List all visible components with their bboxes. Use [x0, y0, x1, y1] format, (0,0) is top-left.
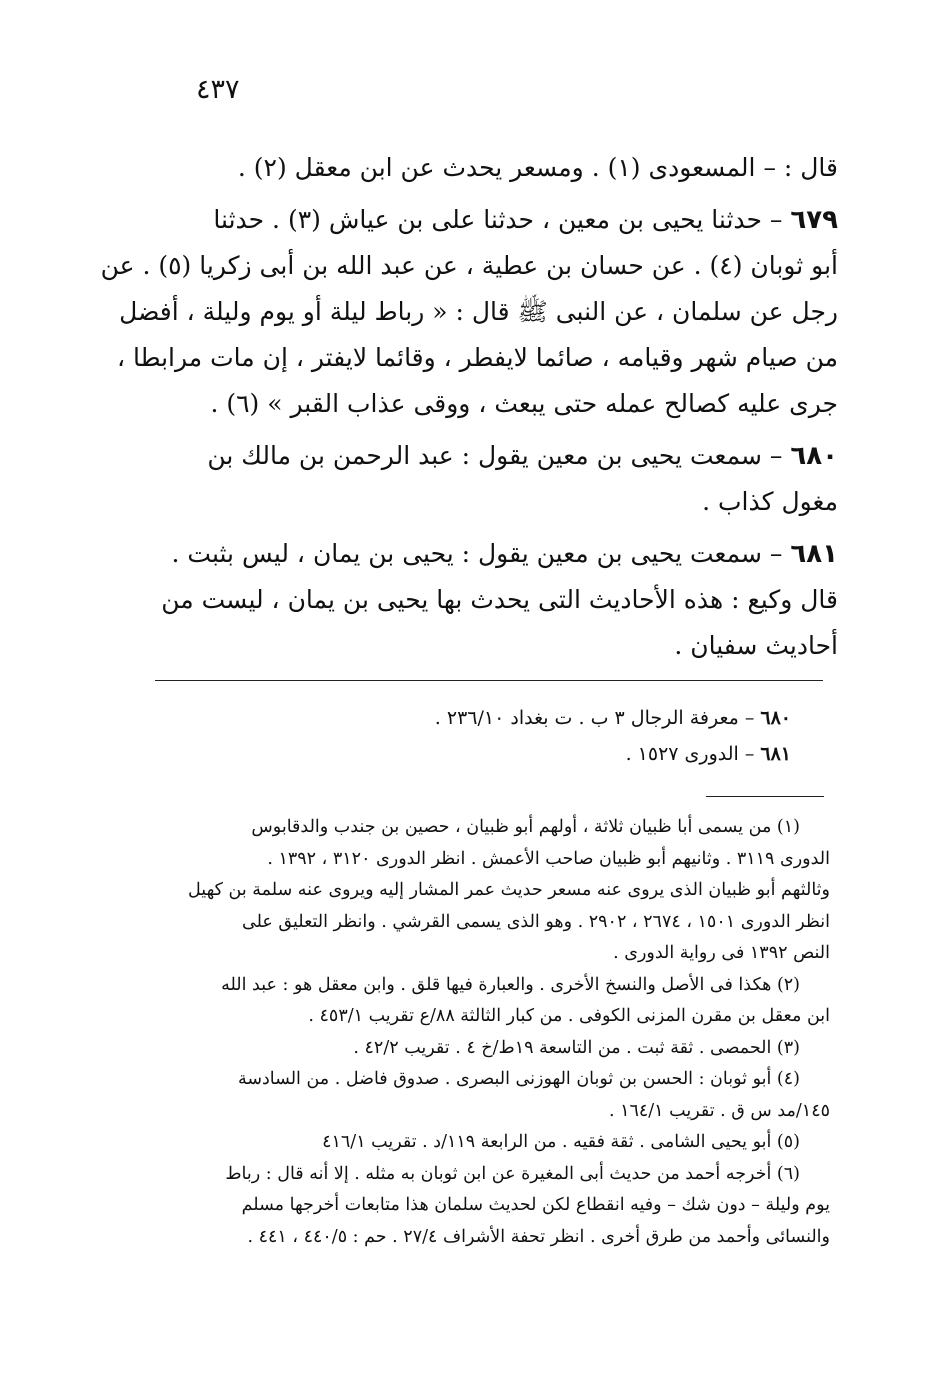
paragraph-681-text: – سمعت يحيى بن معين يقول : يحيى بن يمان ، ليس بثبت . — [171, 539, 791, 568]
paragraph-679-line — [138, 194, 838, 240]
paragraph-679-text: – حدثنا يحيى بن معين ، حدثنا على بن عياش (٣) . حدثنا — [213, 205, 791, 234]
footnote-divider — [706, 796, 824, 797]
source-number-680: ٦٨٠ — [760, 707, 791, 729]
main-text-body — [100, 142, 838, 666]
main-text-divider — [155, 680, 823, 681]
paragraph-681-line — [138, 528, 838, 574]
source-references — [435, 700, 791, 772]
page-number: ٤٣٧ — [196, 74, 240, 105]
main-line: قال : – المسعودى (١) . ومسعر يحدث عن ابن معقل (٢) . — [237, 153, 838, 182]
footnote-6: (٦) أخرجه أحمد من حديث أبى المغيرة عن ابن ثوبان به مثله . إلا أنه قال : رباط — [225, 1163, 800, 1184]
main-line: مغول كذاب . — [702, 487, 838, 516]
footnote-2: (٢) هكذا فى الأصل والنسخ الأخرى . والعبارة فيها قلق . وابن معقل هو : عبد الله — [221, 974, 800, 995]
footnote-3: (٣) الحمصى . ثقة ثبت . من التاسعة ١٩ط/خ ٤ . تقريب ٤٢/٢ . — [353, 1037, 800, 1058]
footnote-line: انظر الدورى ١٥٠١ ، ٢٦٧٤ ، ٢٩٠٢ . وهو الذى يسمى القرشي . وانظر التعليق على — [242, 911, 830, 932]
main-line: أحاديث سفيان . — [674, 631, 838, 660]
footnote-line: ١٤٥/مد س ق . تقريب ١٦٤/١ . — [608, 1100, 830, 1121]
footnote-line: والنسائى وأحمد من طرق أخرى . انظر تحفة الأشراف ٢٧/٤ . حم : ٤٤٠/٥ ، ٤٤١ . — [247, 1226, 830, 1247]
source-text-680: – معرفة الرجال ٣ ب . ت بغداد ٢٣٦/١٠ . — [434, 707, 761, 729]
main-line: جرى عليه كصالح عمله حتى يبعث ، ووقى عذاب القبر » (٦) . — [210, 389, 838, 418]
footnote-line: النص ١٣٩٢ فى رواية الدورى . — [613, 943, 830, 963]
footnote-line: الدورى ٣١١٩ . وثانيهم أبو ظبيان صاحب الأعمش . انظر الدورى ٣١٢٠ ، ١٣٩٢ . — [267, 848, 830, 869]
footnote-line: ابن معقل بن مقرن المزنى الكوفى . من كبار الثالثة ٨٨/ع تقريب ٤٥٣/١ . — [308, 1006, 830, 1026]
paragraph-number-680: ٦٨٠ — [790, 441, 838, 471]
paragraph-680-text: – سمعت يحيى بن معين يقول : عبد الرحمن بن مالك بن — [207, 441, 791, 470]
source-ref-681 — [435, 736, 791, 772]
main-line: رجل عن سلمان ، عن النبى ﷺ قال : « رباط ليلة أو يوم وليلة ، أفضل — [119, 297, 838, 326]
footnote-4: (٤) أبو ثوبان : الحسن بن ثوبان الهوزنى البصرى . صدوق فاضل . من السادسة — [237, 1069, 800, 1089]
paragraph-680-line — [138, 430, 838, 476]
main-line: من صيام شهر وقيامه ، صائما لايفطر ، وقائما لايفتر ، إن مات مرابطا ، — [116, 343, 838, 372]
main-line: قال وكيع : هذه الأحاديث التى يحدث بها يحيى بن يمان ، ليست من — [161, 585, 838, 614]
source-ref-680 — [435, 700, 791, 736]
paragraph-number-679: ٦٧٩ — [790, 205, 838, 235]
main-line: أبو ثوبان (٤) . عن حسان بن عطية ، عن عبد الله بن أبى زكريا (٥) . عن — [100, 251, 838, 280]
paragraph-number-681: ٦٨١ — [790, 539, 838, 569]
footnote-1: (١) من يسمى أبا ظبيان ثلاثة ، أولهم أبو ظبيان ، حصين بن جندب والدقابوس — [251, 817, 800, 837]
source-number-681: ٦٨١ — [760, 743, 791, 765]
footnote-5: (٥) أبو يحيى الشامى . ثقة فقيه . من الرابعة ١١٩/د . تقريب ٤١٦/١ — [322, 1132, 800, 1152]
footnote-line: وثالثهم أبو ظبيان الذى يروى عنه مسعر حديث عمر المشار إليه ويروى عنه سلمة بن كهيل — [188, 880, 830, 900]
footnote-line: يوم وليلة – دون شك – وفيه انقطاع لكن لحديث سلمان هذا متابعات أخرجها مسلم — [241, 1195, 830, 1215]
footnotes — [140, 812, 830, 1253]
source-text-681: – الدورى ١٥٢٧ . — [625, 743, 761, 765]
